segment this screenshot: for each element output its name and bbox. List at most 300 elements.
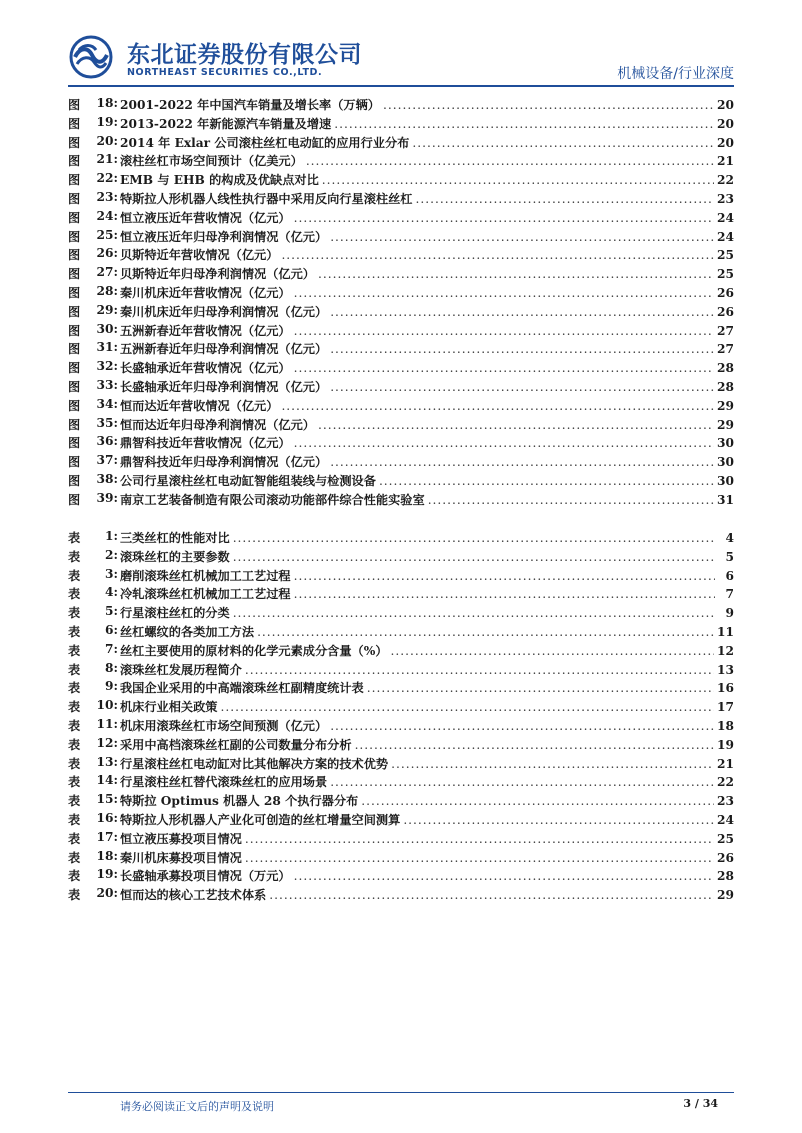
- entry-title: 贝斯特近年营收情况（亿元）: [120, 248, 279, 263]
- entry-page: 27: [717, 323, 734, 338]
- entry-prefix: 图: [68, 379, 81, 394]
- entry-number: 28:: [96, 283, 118, 298]
- dot-leader: [391, 644, 715, 658]
- figure-entry[interactable]: [68, 472, 734, 491]
- entry-number: 18:: [96, 96, 118, 110]
- entry-title: 鼎智科技近年归母净利润情况（亿元）: [120, 455, 328, 470]
- figure-entry[interactable]: [68, 397, 734, 416]
- entry-title: 2014 年 Exlar 公司滚柱丝杠电动缸的应用行业分布: [120, 135, 410, 150]
- dot-leader: [428, 493, 714, 507]
- entry-prefix: 图: [68, 154, 81, 169]
- entry-page: 29: [717, 398, 734, 413]
- entry-label: [68, 548, 118, 565]
- entry-label: [68, 886, 118, 903]
- entry-number: 20:: [96, 886, 118, 901]
- entry-number: 19:: [96, 867, 118, 882]
- entry-label: [68, 228, 118, 245]
- entry-page: 28: [717, 361, 734, 376]
- entry-number: 2:: [105, 547, 118, 562]
- dot-leader: [306, 154, 714, 168]
- dot-leader: [281, 399, 714, 413]
- table-entry[interactable]: [68, 755, 734, 774]
- entry-number: 3:: [105, 566, 118, 581]
- entry-page: 20: [717, 98, 734, 112]
- figure-list: [68, 96, 734, 510]
- entry-page: 6: [725, 568, 734, 583]
- table-entry[interactable]: [68, 604, 734, 623]
- disclaimer-note: 请务必阅读正文后的声明及说明: [120, 1100, 274, 1113]
- table-entry[interactable]: [68, 867, 734, 886]
- entry-number: 10:: [96, 698, 118, 713]
- dot-leader: [221, 700, 715, 714]
- entry-number: 20:: [96, 133, 118, 148]
- dot-leader: [294, 569, 715, 583]
- entry-prefix: 表: [68, 700, 81, 715]
- entry-prefix: 表: [68, 624, 81, 639]
- entry-prefix: 图: [68, 323, 81, 338]
- dot-leader: [355, 738, 714, 752]
- dot-leader: [233, 606, 715, 620]
- entry-title: 长盛轴承募投项目情况（万元）: [120, 869, 291, 884]
- table-entry[interactable]: [68, 830, 734, 849]
- dot-leader: [245, 663, 714, 677]
- entry-page: 30: [717, 473, 734, 488]
- entry-number: 16:: [96, 810, 118, 825]
- entry-prefix: 图: [68, 361, 81, 376]
- entry-title: 机床用滚珠丝杠市场空间预测（亿元）: [120, 718, 328, 733]
- entry-title: 丝杠主要使用的原材料的化学元素成分含量（%）: [120, 643, 388, 658]
- entry-prefix: 表: [68, 587, 81, 602]
- entry-prefix: 图: [68, 248, 81, 263]
- table-entry[interactable]: [68, 567, 734, 586]
- entry-label: [68, 115, 118, 132]
- entry-page: 24: [717, 812, 734, 827]
- dot-leader: [330, 775, 714, 789]
- entry-number: 21:: [96, 152, 118, 167]
- dot-leader: [233, 531, 715, 545]
- entry-label: [68, 322, 118, 339]
- entry-number: 13:: [96, 754, 118, 769]
- page-number: 3 / 34: [683, 1097, 718, 1110]
- entry-prefix: 表: [68, 737, 81, 752]
- figure-entry[interactable]: [68, 246, 734, 265]
- entry-page: 5: [725, 549, 734, 564]
- entry-title: 秦川机床近年归母净利润情况（亿元）: [120, 304, 328, 319]
- dot-leader: [294, 587, 715, 601]
- entry-number: 30:: [96, 321, 118, 336]
- entry-label: [68, 529, 118, 546]
- entry-label: [68, 849, 118, 866]
- entry-number: 27:: [96, 265, 118, 280]
- dot-leader: [294, 436, 714, 450]
- entry-number: 34:: [96, 396, 118, 411]
- table-entry[interactable]: [68, 623, 734, 642]
- dot-leader: [318, 267, 714, 281]
- entry-number: 36:: [96, 434, 118, 449]
- entry-page: 17: [717, 700, 734, 715]
- entry-label: [68, 134, 118, 151]
- entry-prefix: 表: [68, 681, 81, 696]
- dot-leader: [245, 832, 714, 846]
- entry-number: 25:: [96, 227, 118, 242]
- entry-title: 五洲新春近年营收情况（亿元）: [120, 323, 291, 338]
- dot-leader: [383, 98, 714, 112]
- table-entry[interactable]: [68, 548, 734, 567]
- entry-prefix: 图: [68, 342, 81, 357]
- entry-title: 长盛轴承近年营收情况（亿元）: [120, 361, 291, 376]
- figure-entry[interactable]: [68, 340, 734, 359]
- dot-leader: [391, 757, 714, 771]
- entry-label: [68, 265, 118, 282]
- dot-leader: [330, 455, 714, 469]
- entry-title: 恒立液压近年归母净利润情况（亿元）: [120, 229, 328, 244]
- entry-label: [68, 736, 118, 753]
- entry-page: 7: [725, 587, 734, 602]
- figure-entry[interactable]: [68, 171, 734, 190]
- entry-number: 12:: [96, 735, 118, 750]
- entry-label: [68, 171, 118, 188]
- entry-title: 恒立液压近年营收情况（亿元）: [120, 210, 291, 225]
- entry-number: 39:: [96, 490, 118, 505]
- table-entry[interactable]: [68, 585, 734, 604]
- entry-number: 5:: [105, 604, 118, 619]
- entry-title: 特斯拉 Optimus 机器人 28 个执行器分布: [120, 794, 359, 809]
- entry-prefix: 表: [68, 756, 81, 771]
- entry-prefix: 表: [68, 812, 81, 827]
- entry-label: [68, 378, 118, 395]
- entry-prefix: 表: [68, 794, 81, 809]
- entry-page: 25: [717, 831, 734, 846]
- entry-page: 23: [717, 794, 734, 809]
- dot-leader: [330, 719, 714, 733]
- entry-title: 行星滚柱丝杠的分类: [120, 606, 230, 621]
- entry-prefix: 图: [68, 267, 81, 282]
- table-entry[interactable]: [68, 849, 734, 868]
- entry-label: [68, 623, 118, 640]
- dot-leader: [330, 380, 714, 394]
- entry-title: 2001-2022 年中国汽车销量及增长率（万辆）: [120, 98, 380, 112]
- entry-label: [68, 717, 118, 734]
- entry-label: [68, 190, 118, 207]
- table-entry[interactable]: [68, 529, 734, 548]
- entry-label: [68, 246, 118, 263]
- figure-entry[interactable]: [68, 453, 734, 472]
- figure-entry[interactable]: [68, 434, 734, 453]
- entry-prefix: 图: [68, 173, 81, 188]
- entry-prefix: 图: [68, 417, 81, 432]
- dot-leader: [318, 418, 714, 432]
- entry-title: EMB 与 EHB 的构成及优缺点对比: [120, 173, 319, 188]
- entry-title: 公司行星滚柱丝杠电动缸智能组装线与检测设备: [120, 473, 376, 488]
- entry-label: [68, 472, 118, 489]
- entry-label: [68, 773, 118, 790]
- dot-leader: [416, 192, 715, 206]
- entry-label: [68, 585, 118, 602]
- entry-label: [68, 303, 118, 320]
- entry-label: [68, 340, 118, 357]
- entry-page: 23: [717, 191, 734, 206]
- entry-label: [68, 416, 118, 433]
- figure-entry[interactable]: [68, 115, 734, 134]
- figure-entry[interactable]: [68, 284, 734, 303]
- entry-page: 11: [717, 624, 734, 639]
- figure-entry[interactable]: [68, 378, 734, 397]
- entry-number: 18:: [96, 848, 118, 863]
- table-entry[interactable]: [68, 811, 734, 830]
- table-entry[interactable]: [68, 792, 734, 811]
- dot-leader: [330, 342, 714, 356]
- entry-page: 12: [717, 643, 734, 658]
- entry-number: 6:: [105, 622, 118, 637]
- entry-page: 28: [717, 869, 734, 884]
- entry-title: 丝杠螺纹的各类加工方法: [120, 624, 255, 639]
- entry-title: 贝斯特近年归母净利润情况（亿元）: [120, 267, 315, 282]
- entry-page: 27: [717, 342, 734, 357]
- entry-title: 特斯拉人形机器人线性执行器中采用反向行星滚柱丝杠: [120, 191, 413, 206]
- entry-page: 30: [717, 436, 734, 451]
- entry-page: 20: [717, 116, 734, 131]
- entry-number: 33:: [96, 377, 118, 392]
- report-category: 机械设备/行业深度: [617, 66, 734, 82]
- figure-entry[interactable]: [68, 228, 734, 247]
- dot-leader: [294, 286, 714, 300]
- table-entry[interactable]: [68, 736, 734, 755]
- entry-prefix: 图: [68, 191, 81, 206]
- entry-page: 18: [717, 718, 734, 733]
- entry-title: 滚珠丝杠发展历程简介: [120, 662, 242, 677]
- entry-page: 20: [717, 135, 734, 150]
- entry-prefix: 表: [68, 850, 81, 865]
- entry-number: 14:: [96, 773, 118, 788]
- table-entry[interactable]: [68, 661, 734, 680]
- entry-label: [68, 604, 118, 621]
- entry-page: 22: [717, 775, 734, 790]
- entry-page: 24: [717, 229, 734, 244]
- entry-title: 恒而达近年归母净利润情况（亿元）: [120, 417, 315, 432]
- entry-title: 秦川机床近年营收情况（亿元）: [120, 285, 291, 300]
- dot-leader: [334, 117, 714, 131]
- entry-label: [68, 397, 118, 414]
- dot-leader: [367, 681, 714, 695]
- entry-page: 26: [717, 304, 734, 319]
- entry-label: [68, 661, 118, 678]
- entry-prefix: 图: [68, 210, 81, 225]
- entry-prefix: 图: [68, 473, 81, 488]
- entry-title: 采用中高档滚珠丝杠副的公司数量分布分析: [120, 737, 352, 752]
- entry-number: 37:: [96, 453, 118, 468]
- table-entry[interactable]: [68, 679, 734, 698]
- table-entry[interactable]: [68, 773, 734, 792]
- entry-page: 21: [717, 154, 734, 169]
- entry-prefix: 表: [68, 775, 81, 790]
- entry-prefix: 表: [68, 568, 81, 583]
- entry-number: 29:: [96, 302, 118, 317]
- entry-prefix: 图: [68, 304, 81, 319]
- entry-title: 恒立液压募投项目情况: [120, 831, 242, 846]
- entry-title: 磨削滚珠丝杠机械加工工艺过程: [120, 568, 291, 583]
- entry-number: 1:: [105, 529, 118, 543]
- entry-prefix: 表: [68, 549, 81, 564]
- entry-title: 冷轧滚珠丝杠机械加工工艺过程: [120, 587, 291, 602]
- entry-number: 11:: [96, 716, 118, 731]
- entry-page: 13: [717, 662, 734, 677]
- entry-number: 7:: [105, 641, 118, 656]
- entry-page: 26: [717, 285, 734, 300]
- entry-label: [68, 792, 118, 809]
- entry-page: 25: [717, 248, 734, 263]
- entry-prefix: 图: [68, 116, 81, 131]
- entry-page: 21: [717, 756, 734, 771]
- entry-title: 滚柱丝杠市场空间预计（亿美元）: [120, 154, 303, 169]
- entry-label: [68, 434, 118, 451]
- entry-title: 机床行业相关政策: [120, 700, 218, 715]
- entry-prefix: 表: [68, 869, 81, 884]
- entry-number: 32:: [96, 359, 118, 374]
- table-entry[interactable]: [68, 642, 734, 661]
- table-entry[interactable]: [68, 698, 734, 717]
- entry-title: 行星滚柱丝杠电动缸对比其他解决方案的技术优势: [120, 756, 389, 771]
- dot-leader: [379, 474, 714, 488]
- entry-title: 长盛轴承近年归母净利润情况（亿元）: [120, 379, 328, 394]
- entry-label: [68, 359, 118, 376]
- entry-title: 我国企业采用的中高端滚珠丝杠副精度统计表: [120, 681, 364, 696]
- entry-label: [68, 811, 118, 828]
- entry-prefix: 表: [68, 718, 81, 733]
- entry-label: [68, 867, 118, 884]
- dot-leader: [330, 230, 714, 244]
- entry-label: [68, 209, 118, 226]
- entry-label: [68, 491, 118, 508]
- entry-prefix: 图: [68, 98, 81, 112]
- dot-leader: [330, 305, 714, 319]
- entry-page: 28: [717, 379, 734, 394]
- entry-page: 22: [717, 173, 734, 188]
- dot-leader: [361, 794, 714, 808]
- entry-page: 24: [717, 210, 734, 225]
- entry-label: [68, 453, 118, 470]
- entry-title: 三类丝杠的性能对比: [120, 531, 230, 545]
- entry-label: [68, 284, 118, 301]
- figure-entry[interactable]: [68, 265, 734, 284]
- entry-number: 26:: [96, 246, 118, 261]
- entry-prefix: 表: [68, 643, 81, 658]
- entry-prefix: 图: [68, 398, 81, 413]
- entry-title: 滚珠丝杠的主要参数: [120, 549, 230, 564]
- figure-entry[interactable]: [68, 134, 734, 153]
- entry-page: 29: [717, 417, 734, 432]
- entry-title: 恒而达的核心工艺技术体系: [120, 888, 267, 903]
- entry-prefix: 图: [68, 229, 81, 244]
- entry-number: 31:: [96, 340, 118, 355]
- entry-prefix: 表: [68, 606, 81, 621]
- figure-entry[interactable]: [68, 209, 734, 228]
- entry-number: 9:: [105, 679, 118, 694]
- entry-page: 19: [717, 737, 734, 752]
- entry-prefix: 表: [68, 888, 81, 903]
- dot-leader: [412, 136, 714, 150]
- entry-prefix: 图: [68, 135, 81, 150]
- entry-label: [68, 830, 118, 847]
- entry-page: 25: [717, 267, 734, 282]
- figure-entry[interactable]: [68, 190, 734, 209]
- entry-prefix: 表: [68, 831, 81, 846]
- entry-title: 秦川机床募投项目情况: [120, 850, 242, 865]
- entry-label: [68, 698, 118, 715]
- entry-label: [68, 755, 118, 772]
- table-entry[interactable]: [68, 886, 734, 905]
- entry-title: 2013-2022 年新能源汽车销量及增速: [120, 116, 332, 131]
- entry-prefix: 表: [68, 531, 81, 545]
- figure-entry[interactable]: [68, 322, 734, 341]
- dot-leader: [233, 550, 715, 564]
- entry-number: 17:: [96, 829, 118, 844]
- dot-leader: [245, 851, 714, 865]
- figure-entry[interactable]: [68, 152, 734, 171]
- entry-title: 南京工艺装备制造有限公司滚动功能部件综合性能实验室: [120, 492, 425, 507]
- entry-label: [68, 96, 118, 113]
- figure-entry[interactable]: [68, 96, 734, 115]
- entry-number: 23:: [96, 189, 118, 204]
- entry-title: 五洲新春近年归母净利润情况（亿元）: [120, 342, 328, 357]
- entry-number: 19:: [96, 114, 118, 129]
- entry-page: 30: [717, 455, 734, 470]
- entry-page: 31: [717, 492, 734, 507]
- entry-title: 行星滚柱丝杠替代滚珠丝杠的应用场景: [120, 775, 328, 790]
- entry-title: 鼎智科技近年营收情况（亿元）: [120, 436, 291, 451]
- entry-number: 24:: [96, 208, 118, 223]
- dot-leader: [269, 888, 714, 902]
- entry-page: 9: [725, 606, 734, 621]
- figure-entry[interactable]: [68, 303, 734, 322]
- dot-leader: [294, 869, 714, 883]
- entry-label: [68, 152, 118, 169]
- entry-prefix: 表: [68, 662, 81, 677]
- company-name-en: NORTHEAST SECURITIES CO.,LTD.: [127, 67, 323, 78]
- entry-number: 38:: [96, 471, 118, 486]
- dot-leader: [294, 361, 714, 375]
- dot-leader: [281, 248, 714, 262]
- entry-number: 22:: [96, 171, 118, 186]
- header-divider: [68, 85, 734, 87]
- entry-prefix: 图: [68, 492, 81, 507]
- entry-number: 35:: [96, 415, 118, 430]
- entry-page: 26: [717, 850, 734, 865]
- entry-label: [68, 567, 118, 584]
- dot-leader: [322, 173, 714, 187]
- dot-leader: [294, 211, 714, 225]
- entry-title: 特斯拉人形机器人产业化可创造的丝杠增量空间测算: [120, 812, 401, 827]
- entry-page: 16: [717, 681, 734, 696]
- entry-number: 15:: [96, 792, 118, 807]
- table-list: [68, 529, 734, 905]
- footer-divider: [68, 1092, 734, 1093]
- entry-label: [68, 679, 118, 696]
- entry-number: 8:: [105, 660, 118, 675]
- northeast-securities-logo-icon: [68, 35, 114, 79]
- entry-page: 4: [725, 531, 734, 545]
- entry-page: 29: [717, 888, 734, 903]
- table-entry[interactable]: [68, 717, 734, 736]
- page-header: [0, 0, 802, 92]
- entry-label: [68, 642, 118, 659]
- dot-leader: [294, 324, 714, 338]
- figure-entry[interactable]: [68, 359, 734, 378]
- figure-entry[interactable]: [68, 416, 734, 435]
- figure-entry[interactable]: [68, 491, 734, 510]
- entry-prefix: 图: [68, 436, 81, 451]
- entry-prefix: 图: [68, 455, 81, 470]
- entry-title: 恒而达近年营收情况（亿元）: [120, 398, 279, 413]
